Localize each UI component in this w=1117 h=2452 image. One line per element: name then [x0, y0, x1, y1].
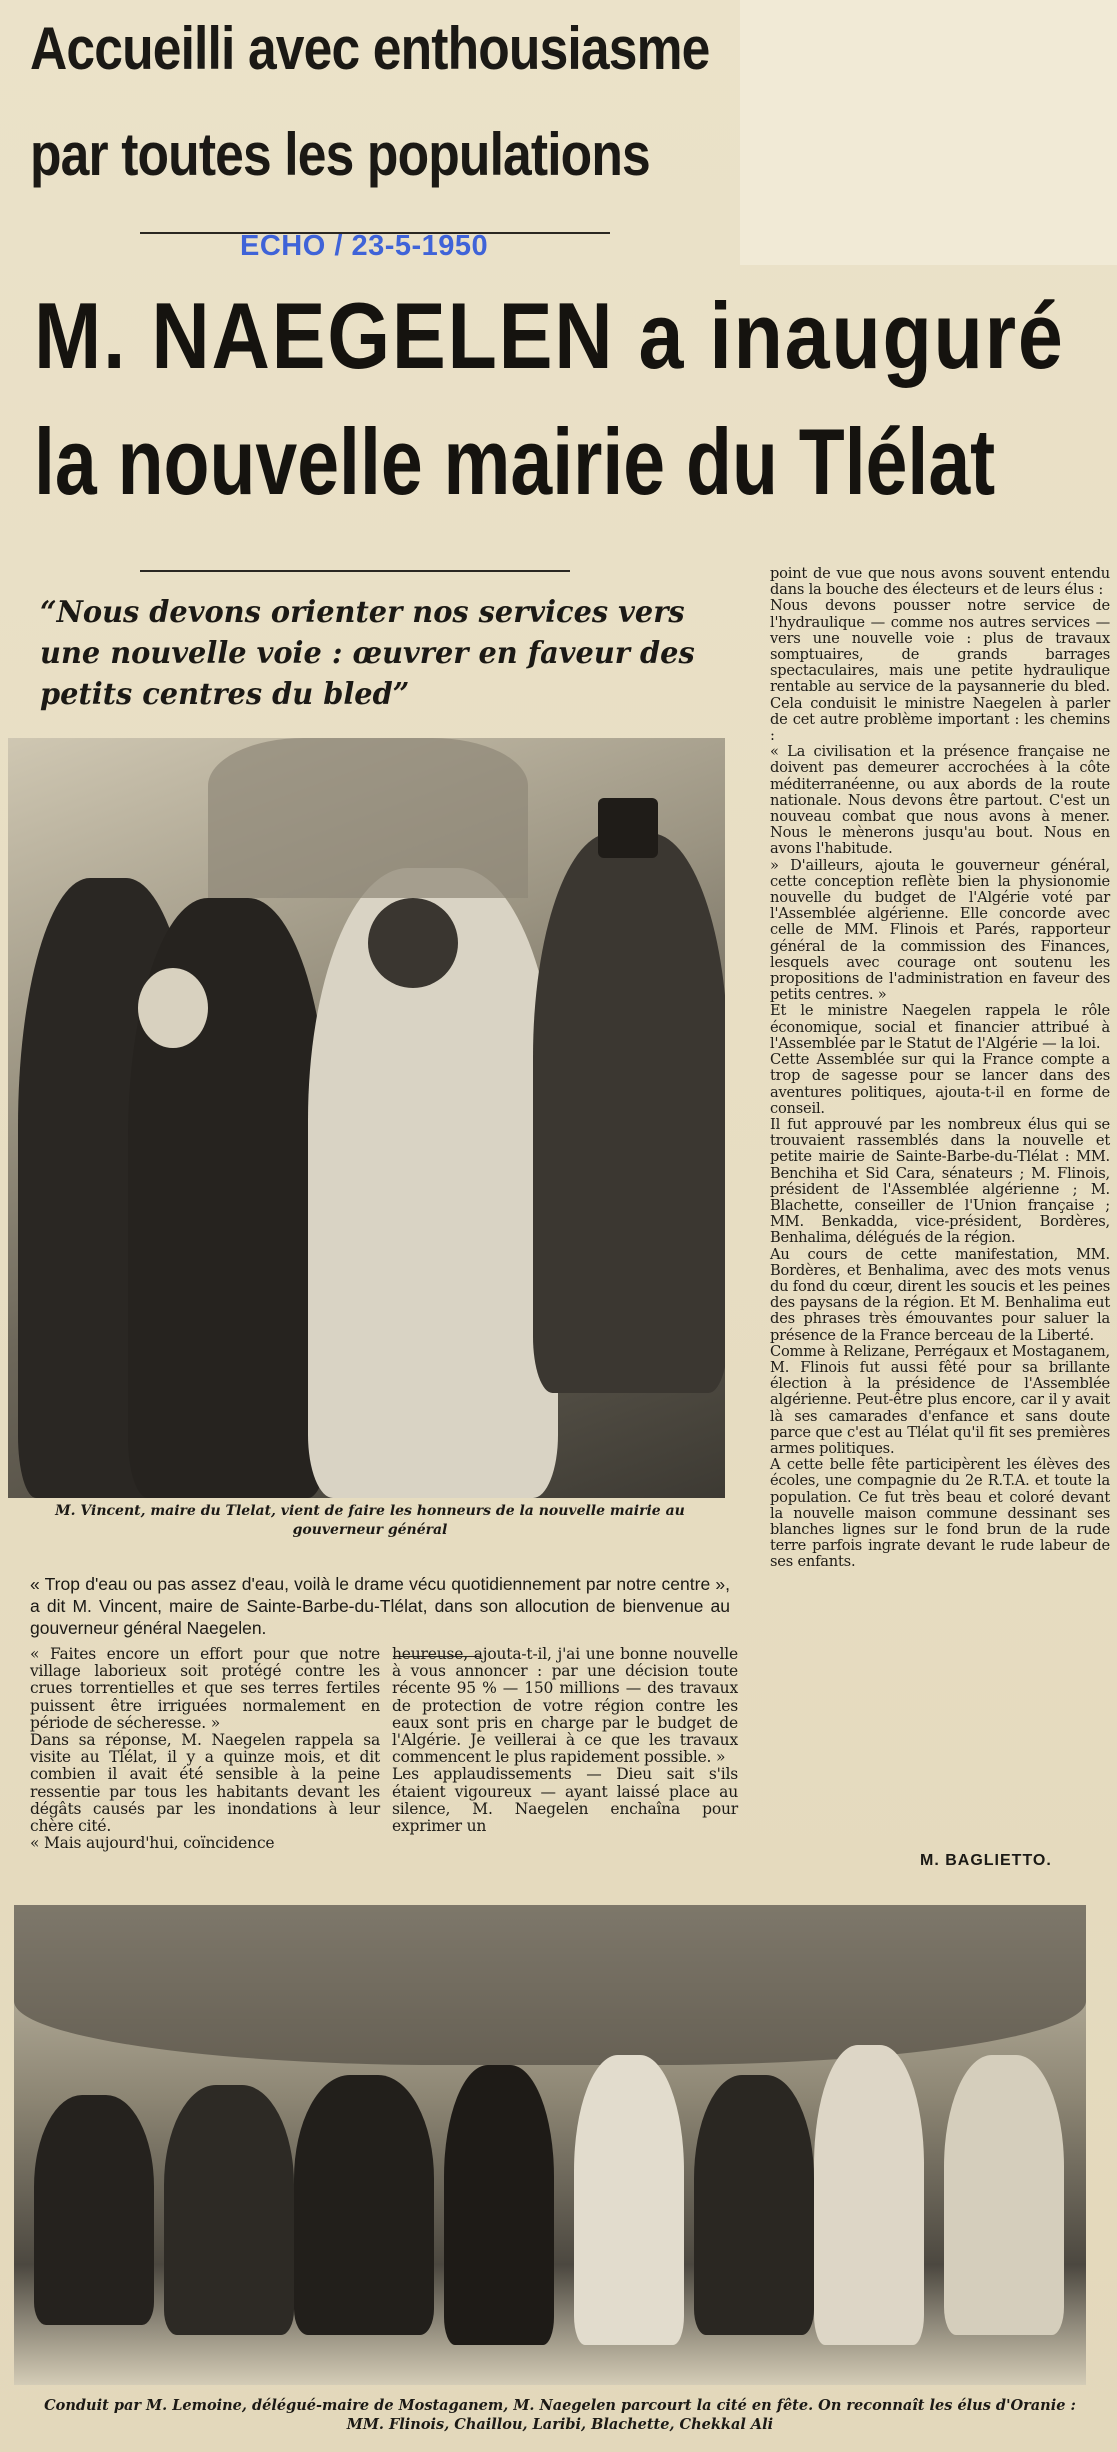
headline-line-1: M. NAEGELEN a inauguré: [34, 283, 1065, 388]
page-background-strip: [740, 0, 1117, 265]
top-photo: [8, 738, 725, 1498]
author-signature: M. BAGLIETTO.: [920, 1852, 1052, 1869]
subheadline-quote: “Nous devons orienter nos services vers une nouvelle voie : œuvrer en faveur des petits centres du bled”: [40, 595, 695, 712]
headline-line-2: la nouvelle mairie du Tlélat: [34, 409, 996, 514]
divider-rule: [140, 570, 570, 572]
article-column-middle: heureuse, ajouta-t-il, j'ai une bonne nouvelle à vous annoncer : par une décision toute récente 95 % — 150 millions — des travaux de protection de votre région contre les eaux sont pris en charge par le budget de l'Algérie. Je veillerai à ce que les travaux commencent le plus rapidement possible. » Les applaudissements — Dieu sait s'ils étaient vigoureux — ayant laissé place au silence, M. Naegelen enchaîna pour exprimer un: [392, 1645, 738, 1836]
top-photo-caption: M. Vincent, maire du Tlelat, vient de faire les honneurs de la nouvelle mairie au gouverneur général: [55, 1503, 685, 1538]
kicker-line-2: par toutes les populations: [30, 121, 650, 188]
article-column-right: point de vue que nous avons souvent entendu dans la bouche des électeurs et de leurs élus : Nous devons pousser notre service de l'hydraulique — comme nos autres services — vers une nouvelle voie : plus de travaux somptuaires, de grands barrages spectaculaires, mais une petite hydraulique rentable au service de la paysannerie du bled. Cela conduisit le ministre Naegelen à parler de cet autre problème important : les chemins : « La civilisation et la présence française ne doivent pas demeurer accrochées à la côte méditerranéenne, ou aux abords de la route nationale. Nous devons être partout. C'est un nouveau combat que nous avons à mener. Nous le mènerons jusqu'au bout. Nous en avons l'habitude. » D'ailleurs, ajouta le gouverneur général, cette conception reflète bien la physionomie nouvelle du budget de l'Algérie voté par l'Assemblée algérienne. Elle concorde avec celle de MM. Flinois et Parés, rapporteur général de la commission des Finances, lesquels avec courage ont soutenu les propositions de l'administration en faveur des petits centres. » Et le ministre Naegelen rappela le rôle économique, social et financier attribué à l'Assemblée par le Statut de l'Algérie — la loi. Cette Assemblée sur qui la France compte a trop de sagesse pour se lancer dans des aventures politiques, ajouta-t-il en forme de conseil. Il fut approuvé par les nombreux élus qui se trouvaient rassemblés dans la nouvelle et petite mairie de Sainte-Barbe-du-Tlélat : MM. Benchiha et Sid Cara, sénateurs ; M. Flinois, président de l'Assemblée algérienne ; M. Blachette, conseiller de l'Union française ; MM. Benkadda, vice-président, Bordères, Benhalima, délégués de la région. Au cours de cette manifestation, MM. Bordères, et Benhalima, avec des mots venus du fond du cœur, dirent les soucis et les peines des paysans de la région. Et M. Benhalima eut des phrases très émouvantes pour saluer la présence de la France berceau de la Liberté. Comme à Relizane, Perrégaux et Mostaganem, M. Flinois fut aussi fêté pour sa brillante élection à la présidence de l'Assemblée algérienne. Peut-être plus encore, car il y avait là ses camarades d'enfance et sans doute parce que c'est au Tlélat qu'il fit ses premières armes politiques. A cette belle fête participèrent les élèves des écoles, une compagnie du 2e R.T.A. et toute la population. Ce fut très beau et coloré devant la nouvelle maison commune dessinant ses blanches lignes sur le fond brun de la rude terre parfois ingrate devant le rude labeur de ses enfants.: [770, 565, 1110, 1571]
kicker-line-1: Accueilli avec enthousiasme: [30, 15, 710, 82]
article-lede: « Trop d'eau ou pas assez d'eau, voilà le drame vécu quotidiennement par notre centre », a dit M. Vincent, maire de Sainte-Barbe-du-Tlélat, dans son allocution de bienvenue au gouverneur général Naegelen.: [30, 1574, 730, 1638]
bottom-photo: [14, 1905, 1086, 2385]
bottom-photo-caption: Conduit par M. Lemoine, délégué-maire de Mostaganem, M. Naegelen parcourt la cité en fête. On reconnaît les élus d'Oranie : MM. Flinois, Chaillou, Laribi, Blachette, Chekkal Ali: [44, 2397, 1076, 2433]
source-stamp: ECHO / 23-5-1950: [240, 230, 489, 262]
article-column-left: « Faites encore un effort pour que notre village laborieux soit protégé contre les crues torrentielles et que ses terres fertiles puissent être irriguées normalement en période de sécheresse. » Dans sa réponse, M. Naegelen rappela sa visite au Tlélat, il y a quinze mois, et dit combien il avait été sensible à la peine ressentie par tous les habitants devant les dégâts causés par les inondations à leur chère cité. « Mais aujourd'hui, coïncidence: [30, 1645, 380, 1853]
